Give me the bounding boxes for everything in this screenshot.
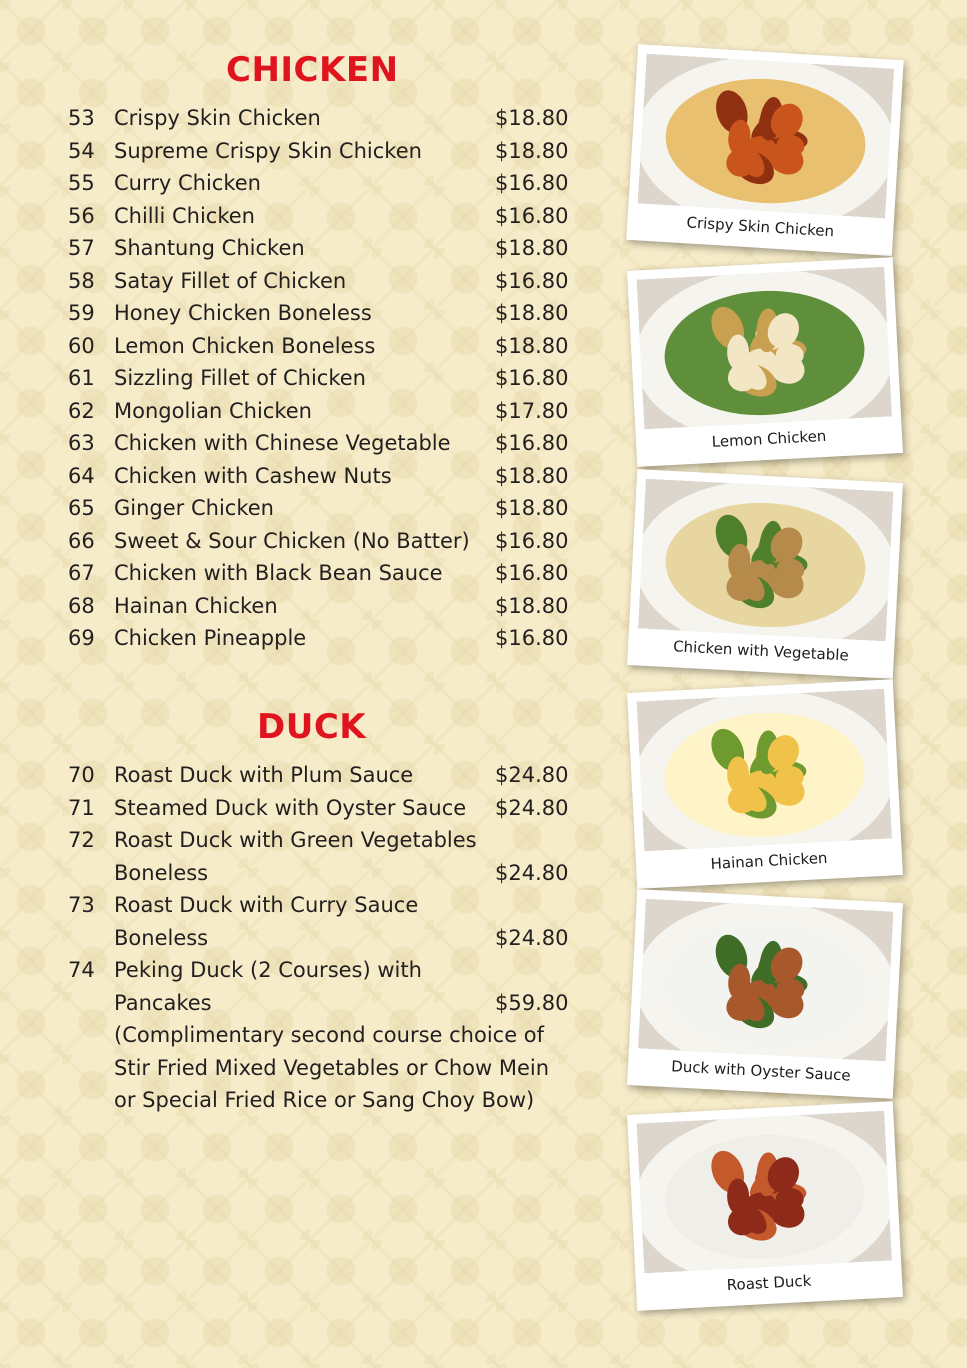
menu-item-row [68, 824, 568, 857]
item-number: 71 [68, 795, 95, 820]
dish-photo-art [637, 689, 893, 852]
photo-card-hainan-chicken [627, 679, 903, 889]
menu-item-row [68, 135, 568, 168]
item-number: 54 [68, 138, 95, 163]
item-price: $18.80 [495, 463, 569, 488]
item-number: 59 [68, 301, 95, 325]
item-name: Chicken with Chinese Vegetable [114, 431, 451, 455]
item-price: $16.80 [495, 203, 569, 228]
item-number: 70 [68, 763, 95, 787]
item-name: Shantung Chicken [114, 236, 305, 260]
menu-item-row [68, 297, 568, 330]
item-name: Chicken with Black Bean Sauce [114, 561, 443, 585]
item-number: 64 [68, 463, 95, 488]
item-price: $18.80 [495, 333, 569, 358]
item-number: 67 [68, 561, 95, 585]
chicken-menu-list [68, 102, 568, 655]
peking-duck-note-line: (Complimentary second course choice of [114, 1023, 545, 1047]
photo-caption: Duck with Oyster Sauce [670, 1057, 852, 1085]
dish-photo [637, 267, 893, 430]
item-name: Roast Duck with Green Vegetables [114, 828, 477, 852]
item-price: $24.80 [495, 763, 569, 787]
item-name: Lemon Chicken Boneless [114, 333, 376, 358]
photo-caption: Roast Duck [726, 1271, 812, 1295]
item-number: 55 [68, 171, 95, 195]
item-name: Roast Duck with Plum Sauce [114, 763, 414, 787]
item-price: $18.80 [495, 106, 569, 130]
menu-item-row-continued [68, 857, 568, 890]
menu-item-row [68, 395, 568, 428]
photo-caption: Chicken with Vegetable [672, 637, 850, 665]
item-price: $17.80 [495, 398, 569, 423]
item-name-continued: Boneless [114, 925, 209, 950]
menu-item-row-continued [68, 987, 568, 1020]
item-name: Chilli Chicken [114, 203, 255, 228]
item-price: $59.80 [495, 990, 569, 1015]
menu-item-row [68, 622, 568, 655]
item-price: $16.80 [495, 431, 569, 455]
item-price: $16.80 [495, 366, 569, 390]
item-number: 62 [68, 398, 95, 423]
menu-item-row [68, 792, 568, 825]
menu-item-row [68, 265, 568, 298]
item-name: Sizzling Fillet of Chicken [114, 366, 366, 390]
menu-item-row-continued [68, 922, 568, 955]
menu-item-row [68, 232, 568, 265]
menu-item-row [68, 889, 568, 922]
peking-duck-note-line: Stir Fried Mixed Vegetables or Chow Mein [114, 1055, 550, 1080]
menu-item-row [68, 557, 568, 590]
item-number: 74 [68, 958, 95, 982]
item-name: Supreme Crispy Skin Chicken [114, 138, 422, 163]
item-number: 65 [68, 496, 95, 520]
menu-item-row [68, 460, 568, 493]
menu-item-row [68, 102, 568, 135]
item-name: Crispy Skin Chicken [114, 106, 321, 130]
chicken-section-title: CHICKEN [226, 50, 399, 90]
menu-item-row [68, 492, 568, 525]
duck-section-title: DUCK [257, 707, 367, 747]
item-price: $18.80 [495, 593, 569, 618]
photo-card-crispy-skin-chicken [626, 44, 903, 256]
item-name: Steamed Duck with Oyster Sauce [114, 795, 467, 820]
item-number: 53 [68, 106, 95, 130]
menu-item-row [68, 330, 568, 363]
item-name: Ginger Chicken [114, 496, 274, 520]
item-price: $16.80 [495, 626, 569, 650]
menu-item-row [68, 590, 568, 623]
item-name: Honey Chicken Boneless [114, 301, 372, 325]
item-number: 68 [68, 593, 95, 618]
dish-photo-art [638, 54, 895, 219]
item-price: $16.80 [495, 171, 569, 195]
item-price: $24.80 [495, 795, 569, 820]
menu-item-row [68, 759, 568, 792]
duck-menu-list [68, 759, 568, 1117]
photo-card-chicken-with-vegetable [627, 469, 903, 679]
item-number: 69 [68, 626, 95, 650]
item-name: Satay Fillet of Chicken [114, 268, 347, 293]
item-price: $16.80 [495, 268, 569, 293]
item-name: Mongolian Chicken [114, 398, 312, 423]
menu-item-row [68, 167, 568, 200]
item-number: 73 [68, 893, 95, 917]
item-name: Chicken Pineapple [114, 626, 307, 650]
menu-item-row [68, 362, 568, 395]
peking-duck-note-line: or Special Fried Rice or Sang Choy Bow) [114, 1088, 535, 1112]
item-name: Chicken with Cashew Nuts [114, 463, 392, 488]
item-price: $16.80 [495, 561, 569, 585]
item-name: Sweet & Sour Chicken (No Batter) [114, 528, 470, 553]
dish-photo-art [637, 1111, 893, 1274]
item-number: 66 [68, 528, 95, 553]
menu-item-row [68, 525, 568, 558]
item-price: $16.80 [495, 528, 569, 553]
item-name-continued: Boneless [114, 860, 209, 885]
dish-photo-art [638, 479, 894, 642]
photo-card-lemon-chicken [627, 257, 903, 467]
item-price: $18.80 [495, 138, 569, 163]
photo-caption: Crispy Skin Chicken [686, 213, 835, 241]
photo-card-roast-duck [627, 1101, 903, 1311]
item-number: 57 [68, 236, 95, 260]
dish-photo [638, 899, 894, 1062]
photo-caption: Hainan Chicken [710, 848, 828, 873]
item-name: Curry Chicken [114, 171, 261, 195]
dish-photo [638, 479, 894, 642]
item-price: $24.80 [495, 925, 569, 950]
item-number: 63 [68, 431, 95, 455]
item-name: Roast Duck with Curry Sauce [114, 893, 419, 917]
menu-item-row [68, 200, 568, 233]
dish-photo-art [637, 267, 893, 430]
item-price: $18.80 [495, 301, 569, 325]
item-price: $18.80 [495, 496, 569, 520]
item-name: Hainan Chicken [114, 593, 278, 618]
photo-caption: Lemon Chicken [711, 426, 827, 451]
item-number: 72 [68, 828, 95, 852]
dish-photo [637, 689, 893, 852]
item-name: Peking Duck (2 Courses) with [114, 958, 422, 982]
item-number: 60 [68, 333, 95, 358]
item-number: 56 [68, 203, 95, 228]
item-price: $18.80 [495, 236, 569, 260]
dish-photo-art [638, 899, 894, 1062]
menu-item-row [68, 954, 568, 987]
item-name-continued: Pancakes [114, 990, 212, 1015]
item-number: 58 [68, 268, 95, 293]
item-number: 61 [68, 366, 95, 390]
menu-item-row [68, 427, 568, 460]
photo-card-duck-with-oyster-sauce [627, 889, 903, 1099]
dish-photo [637, 1111, 893, 1274]
item-price: $24.80 [495, 860, 569, 885]
dish-photo [638, 54, 895, 219]
